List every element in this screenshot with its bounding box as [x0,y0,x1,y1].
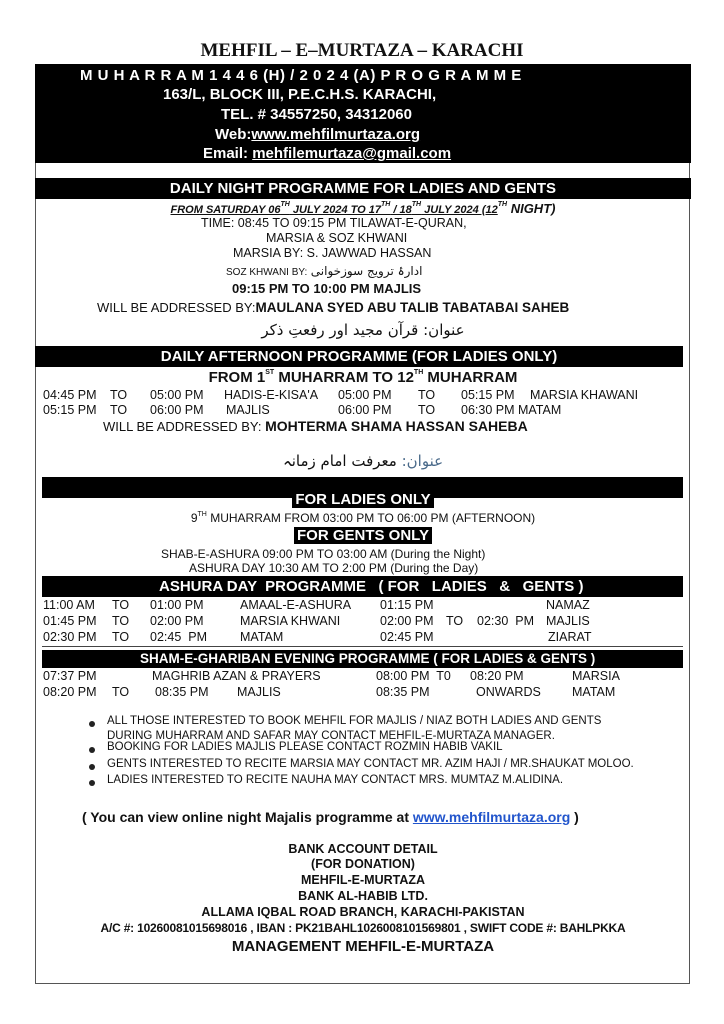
web-link[interactable]: www.mehfilmurtaza.org [251,126,421,143]
night-programme-heading: DAILY NIGHT PROGRAMME FOR LADIES AND GENTS [35,178,691,199]
cell: 05:00 PM [338,388,392,402]
ashura-programme-heading: ASHURA DAY PROGRAMME ( FOR LADIES & GENTS ) [42,576,683,597]
night-topic-label: عنوان: [423,321,465,339]
cell: ONWARDS [476,685,541,699]
note-item: GENTS INTERESTED TO RECITE MARSIA MAY CONTACT MR. AZIM HAJI / MR.SHAUKAT MOLOO. [107,758,634,770]
afternoon-range: FROM 1ST MUHARRAM TO 12TH MUHARRAM [208,369,518,386]
ladies-only-tag-wrap [35,490,691,509]
note-item: ALL THOSE INTERESTED TO BOOK MEHFIL FOR MAJLIS / NIAZ BOTH LADIES AND GENTS [107,715,602,727]
night-speaker: MAULANA SYED ABU TALIB TABATABAI SAHEB [255,300,570,315]
note-item: BOOKING FOR LADIES MAJLIS PLEASE CONTACT ROZMIN HABIB VAKIL [107,741,503,753]
afternoon-topic-text: معرفت امام زمانہ [282,452,397,470]
online-link[interactable]: www.mehfilmurtaza.org [412,809,571,825]
night-topic-text: قرآن مجید اور رفعتِ ذکر [261,321,419,339]
programme-title: M U H A R R A M 1 4 4 6 (H) / 2 0 2 4 (A) P R O G R A M M E [80,67,522,84]
bank-line: MEHFIL-E-MURTAZA [300,873,426,887]
cell: 08:20 PM [43,685,97,699]
soz-urdu: ادارۂ ترویج سوزخوانی [310,264,423,278]
cell: TO [110,388,128,402]
cell: 04:45 PM [43,388,97,402]
cell: 02:45 PM [380,630,434,644]
afternoon-programme-heading: DAILY AFTERNOON PROGRAMME (FOR LADIES ONLY) [35,346,683,367]
cell: MATAM [572,685,616,699]
night-marsia-by: MARSIA BY: S. JAWWAD HASSAN [233,246,432,260]
cell: 02:30 PM [43,630,97,644]
cell: MATAM [240,630,284,644]
cell: 05:15 PM [461,388,515,402]
cell: 06:30 PM MATAM [461,403,562,417]
cell: MAJLIS [226,403,270,417]
email-line [203,145,451,162]
address: 163/L, BLOCK III, P.E.C.H.S. KARACHI, [163,86,437,103]
email-label: Email: [203,145,253,162]
note-item: LADIES INTERESTED TO RECITE NAUHA MAY CONTACT MRS. MUMTAZ M.ALIDINA. [107,774,564,786]
night-date-range: FROM SATURDAY 06TH JULY 2024 TO 17TH / 18TH JULY 2024 (12TH NIGHT) [170,201,556,216]
night-topic [35,320,691,340]
night-marsia-soz: MARSIA & SOZ KHWANI [266,231,408,245]
management-signature: MANAGEMENT MEHFIL-E-MURTAZA [231,938,495,955]
cell: TO [418,388,436,402]
cell: MARSIA [572,669,620,683]
afternoon-addressed-line [103,419,528,434]
night-date-range-underlined: FROM SATURDAY 06TH JULY 2024 TO 17TH / 18TH JULY 2024 (12 [170,201,498,216]
cell: AMAAL-E-ASHURA [240,598,352,612]
web-line [215,126,420,143]
afternoon-addressed-label: WILL BE ADDRESSED BY: [103,419,266,434]
ladies-only-line: 9TH MUHARRAM FROM 03:00 PM TO 06:00 PM (AFTERNOON) [190,511,536,525]
cell: 02:30 PM [477,614,534,628]
afternoon-topic [35,451,691,471]
cell: 01:00 PM [150,598,204,612]
cell: NAMAZ [546,598,590,612]
bank-line: BANK ACCOUNT DETAIL [288,842,438,856]
cell: 08:20 PM [470,669,524,683]
cell: TO [418,403,436,417]
bank-line: ALLAMA IQBAL ROAD BRANCH, KARACHI-PAKISTAN [201,905,525,919]
bullet-icon [89,747,95,753]
cell: 08:00 PM T0 [376,669,451,683]
web-label: Web: [215,126,252,143]
cell: 06:00 PM [150,403,204,417]
cell: TO [112,685,130,699]
cell: TO [112,598,130,612]
cell: 02:00 PM [380,614,434,628]
bank-account-numbers: A/C #: 10260081015698016 , IBAN : PK21BAHL1026008101569801 , SWIFT CODE #: BAHLPKKA [100,921,626,935]
night-majlis-time: 09:15 PM TO 10:00 PM MAJLIS [232,281,422,296]
bank-line: (FOR DONATION) [311,857,415,871]
cell: MAJLIS [546,614,590,628]
divider [42,646,683,647]
cell: MARSIA KHAWANI [530,388,639,402]
cell: 02:00 PM [150,614,204,628]
cell: MAGHRIB AZAN & PRAYERS [152,669,321,683]
gents-only-tag-wrap [35,526,691,545]
cell: 05:00 PM [150,388,204,402]
bullet-icon [89,780,95,786]
sham-e-ghariban-heading: SHAM-E-GHARIBAN EVENING PROGRAMME ( FOR LADIES & GENTS ) [42,650,683,668]
cell: 01:45 PM [43,614,97,628]
cell: TO [112,630,130,644]
page-title: MEHFIL – E–MURTAZA – KARACHI [200,40,524,61]
cell: 08:35 PM [155,685,209,699]
gents-only-line-1: SHAB-E-ASHURA 09:00 PM TO 03:00 AM (During the Night) [161,547,486,561]
soz-label: SOZ KHWANI BY: [226,267,308,278]
bank-line: BANK AL-HABIB LTD. [298,889,428,903]
cell: TO [112,614,130,628]
gents-only-tag: FOR GENTS ONLY [294,527,432,544]
online-note: ( You can view online night Majalis programme at www.mehfilmurtaza.org ) [82,809,579,825]
ladies-only-tag: FOR LADIES ONLY [292,491,433,508]
night-addressed-label: WILL BE ADDRESSED BY: [97,300,256,315]
cell: HADIS-E-KISA'A [224,388,319,402]
telephone: TEL. # 34557250, 34312060 [221,106,412,123]
cell: MAJLIS [237,685,281,699]
cell: 08:35 PM [376,685,430,699]
afternoon-speaker: MOHTERMA SHAMA HASSAN SAHEBA [265,418,528,434]
bullet-icon [89,764,95,770]
night-addressed-line [97,300,569,315]
cell: MARSIA KHWANI [240,614,341,628]
cell: ZIARAT [548,630,592,644]
cell: 11:00 AM [43,598,95,612]
note-item: DURING MUHARRAM AND SAFAR MAY CONTACT MEHFIL-E-MURTAZA MANAGER. [107,730,555,742]
afternoon-topic-label: عنوان: [401,452,444,470]
bullet-icon [89,721,95,727]
cell: 05:15 PM [43,403,97,417]
night-time-line: TIME: 08:45 TO 09:15 PM TILAWAT-E-QURAN, [201,216,467,230]
cell: 02:45 PM [150,630,207,644]
header-box [35,64,691,163]
cell: 01:15 PM [380,598,434,612]
cell: TO [446,614,464,628]
gents-only-line-2: ASHURA DAY 10:30 AM TO 2:00 PM (During the Day) [189,561,479,575]
night-soz-line [226,264,422,280]
cell: 06:00 PM [338,403,392,417]
cell: 07:37 PM [43,669,97,683]
cell: TO [110,403,128,417]
email-link[interactable]: mehfilemurtaza@gmail.com [252,145,452,162]
